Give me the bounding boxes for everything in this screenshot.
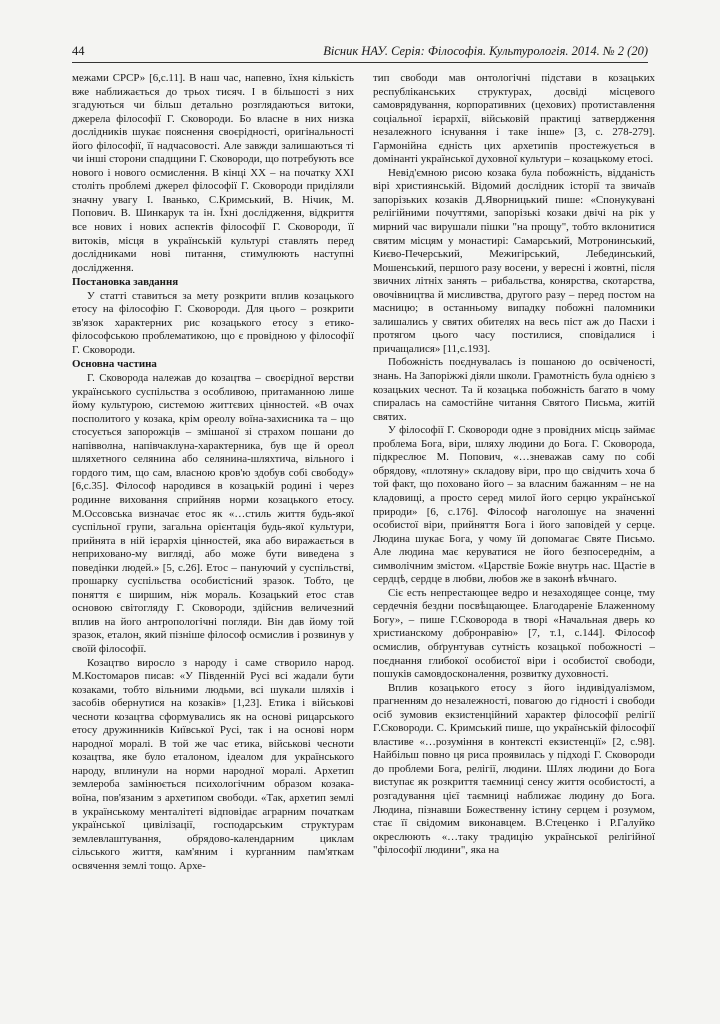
right-text-column: [373, 72, 655, 858]
paragraph: Г. Сковорода належав до козацтва – своєрідної верстви українського суспільства з особливою, притаманною лише йому культурою, системою життєвих цінностей. «В очах посполитого у козака, крім ореолу воїна-захисника та – що стосується запорожців – змішаної зі страхом пошани до напівволна, напівчаклуна-характерника, був ще й ореол шляхетного селянина або селянина-шляхтича, вільного і гордого тим, що сам, власною кров'ю здобув собі свободу» [6,с.35]. Філософ народився в козацькій родині і через родинне виховання сприйняв норми козацького етосу. М.Оссовська визначає етос як «…стиль життя будь-якої суспільної групи, загальна орієнтація будь-якої культури, прийнята в ній ієрархія цінностей, яка або виражається в неприховано-му вигляді, або може бути виведена з поведінки людей.» [5, с.26]. Етос – пануючий у суспільстві, прошарку суспільства особистісний зразок. Тобто, це поняття є ширшим, ніж мораль. Козацький етос став основою світогляду Г. Сковороди, здійснив величезний вплив на його антропологічні погляди. Він дав йому той зразок, еталон, який пізніше філософ осмислив і розвинув у своїй філософії.: [72, 372, 354, 655]
journal-title: Вісник НАУ. Серія: Філософія. Культурологія. 2014. № 2 (20): [323, 44, 648, 58]
paragraph: Вплив козацького етосу з його індивідуалізмом, прагненням до незалежності, повагою до гідності і свободи осіб зумовив екзистенційний характер філософії релігії Г.Сковороди. С. Кримський пише, що українській філософії властиве «…розуміння в контексті екзистенції» [2, с.98]. Найбільш повно ця риса проявилась у підході Г. Сковороди до проблеми Бога, релігії, людини. Шлях людини до Бога виступає як розкриття таємниці сенсу життя особистості, а розгадування цієї таємниці наближає людину до Бога. Людина, пізнавши Божественну істину серцем і розумом, стає її свідомим виконавцем. В.Стеценко і Р.Галуйко окреслюють «…таку традицію української релігійної "філософії людини", яка на: [373, 681, 655, 857]
paragraph: У філософії Г. Сковороди одне з провідних місць займає проблема Бога, віри, шляху людини до Бога. Г. Сковорода, підкреслює М. Попович, «…зневажав саму по собі обрядову, «плотяну» складову віри, про що свідчить хоча б той факт, що поховано його – за власним бажанням – не на кладовищі, а просто серед милої його серцю української природи» [6, с.176]. Філософ наголошує на значенні особистої віри, прийняття Бога і його заповідей у серце. Людина шукає Бога, у чому їй допомагає Святе Письмо. Але людина має керуватися не його безпосереднім, а символічним змістом. «Царствіе Божіе внутрь нас. Щастіе в сердцѣ, сердце в любви, любов же в законѣ вѣчнаго.: [373, 424, 655, 586]
paragraph: Ciє есть непрестающее ведро и незаходящее сонце, тму сердечнія бездни посвѣщающее. Благодареніе Блаженному Богу», – пише Г.Сковорода в творі «Начальная дверь ко христианскому добронравію» [7, т.1, с.144]. Філософ осмислив, обґрунтував сутність козацької побожності – поєднання глибокої особистої віри і особистої свободи, пошуків самовдосконалення, розвитку духовності.: [373, 586, 655, 681]
paragraph: тип свободи мав онтологічні підстави в козацьких республіканських структурах, досвіді місцевого самоврядування, корпоративних (цехових) протиставлення соціальної ієрархії, військовій практиці затвердження незалежного існування і таке інше» [3, с. 278-279]. Гармонійна єдність цих архетипів простежується в домінанті української духовної культури – козацькому етосі.: [373, 72, 655, 166]
paragraph: Козацтво виросло з народу і саме створило народ. М.Костомаров писав: «У Південній Русі всі жадали бути козаками, тобто вільними людьми, всі шукали шляхів і засобів обернутися на козаків» [1,23]. Етика і військові чесноти козацтва сформувались як на основі рицарського етосу дружинників Київської Русі, так і на основі норм народної моралі. В той же час етика, військові чесноти козацтва, яке було еталоном, ідеалом для українського народу, вплинули на норми народної моралі. Архетип землероба замінюється психологічним образом козака-воїна, пов'язаним з архетипом свободи. «Так, архетип землі в українському менталітеті відповідає аграрним початкам української цивілізації, господарським структурам землевлаштування, обрядово-календарним циклам сільського життя, кам'яним і курганним пам'яткам освячення землі тощо. Архе-: [72, 656, 354, 872]
section-heading: Основна частина: [72, 358, 157, 371]
paragraph: Побожність поєднувалась із пошаною до освіченості, знань. На Запоріжжі діяли школи. Грамотність була однією з козацьких чеснот. Та й козацька побожність багато в чому спиралась на самостійне читання Святого Письма, житій святих.: [373, 356, 655, 423]
paragraph: У статті ставиться за мету розкрити вплив козацького етосу на філософію Г. Сковороди. Для цього – розкрити зв'язок характерних рис козацького етосу з етико-філософською проблематикою, що є провідною у філософії Г. Сковороди.: [72, 289, 354, 356]
running-header: [72, 40, 648, 63]
left-text-column: [72, 72, 354, 873]
paragraph: межами СРСР» [6,с.11]. В наш час, напевно, їхня кількість вже наближається до трьох тисяч. І в більшості з них згадуються чи більш детально розглядаються витоки, джерела філософії Г. Сковороди. Бо власне в них низка дослідників шукає пояснення своєрідності, оригінальності його філософії, її надчасовості. Але завжди залишаються ті чи інші сторони спадщини Г. Сковороди, що потребують все нового і нового осмислення. В кінці ХХ – на початку ХХІ століть проблемі джерел філософії Г. Сковороди приділяли значну увагу І. Іванько, С.Кримський, В. Нічик, М. Попович. В. Шинкарук та ін. Їхні дослідження, відкриття все нових і нових аспектів філософії Г. Сковороди, її витоків, місця в українській культурі ставлять перед дослідниками нові питання, стимулюють наступні дослідження.: [72, 72, 354, 274]
page-number: 44: [72, 44, 85, 58]
paragraph: Невід'ємною рисою козака була побожність, відданість вірі християнській. Відомий дослідник історії та звичаїв запорізьких козаків Д.Яворницький пише: «Спонукувані релігійними почуттями, запорізькі козаки двічі на рік у мирний час вирушали пішки "на прощу", тобто вклонитися святим місцям у монастирі: Самарський, Мотронинський, Києво-Печерський, Межигірський, Лебединський, Мошенський, першого разу восени, у вересні і жовтні, після звичних літніх занять – рибальства, конярства, скотарства, овочівництва й мисливства, другого разу – перед постом на масницю; в останньому випадку побожні паломники залишались у святих обителях на весь піст аж до Пасхи і протягом цього часу постилися, сповідалися і причащалися» [11,с.193].: [373, 166, 655, 355]
section-heading: Постановка завдання: [72, 276, 179, 289]
